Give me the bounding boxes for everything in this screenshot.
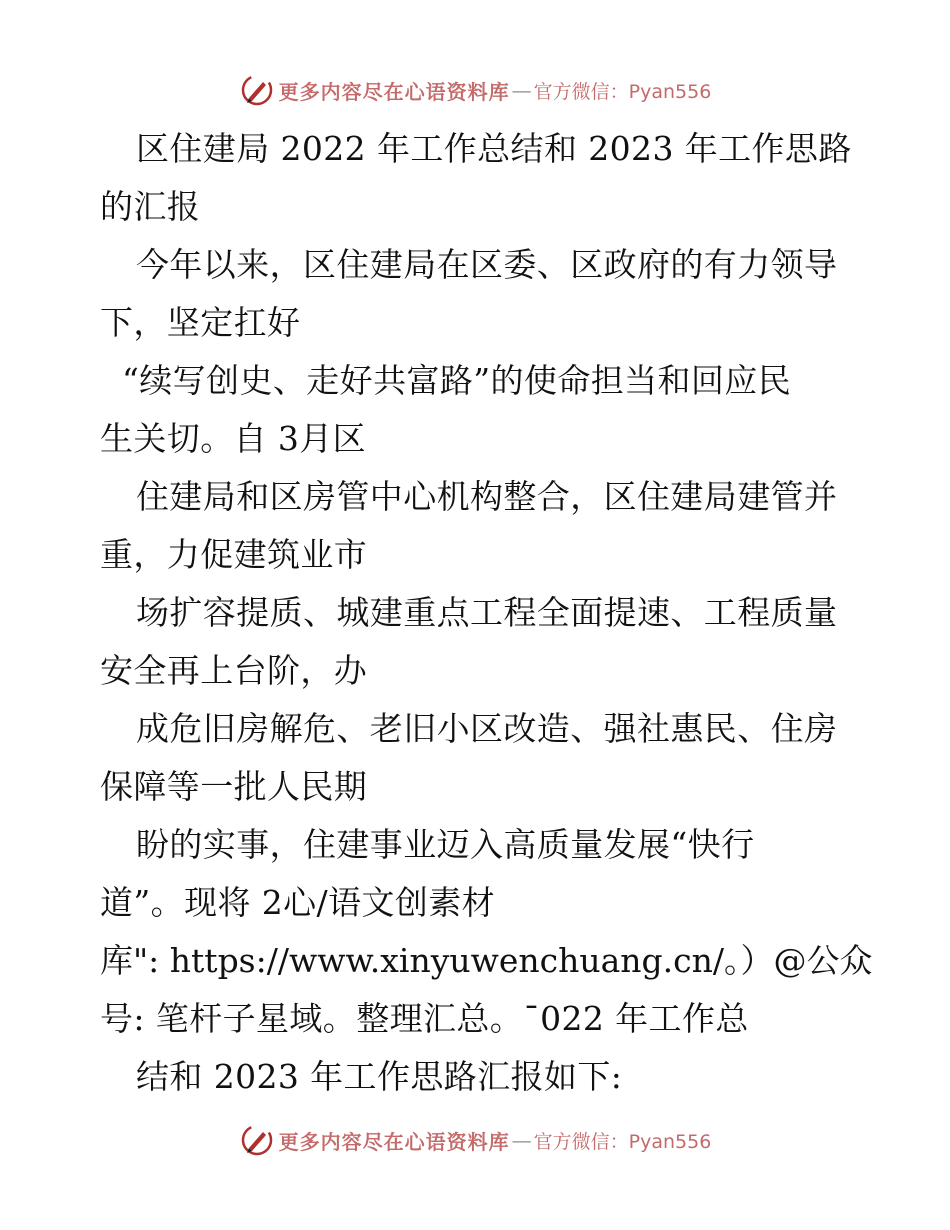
- document-body: [100, 120, 873, 1106]
- pen-swirl-logo-icon: [239, 1122, 275, 1158]
- header-banner: [0, 68, 950, 112]
- paragraph-line: “续写创史、走好共富路”的使命担当和回应民: [122, 361, 792, 400]
- paragraph-line: 库": https://www.xinyuwenchuang.cn/。）@公众: [100, 941, 873, 980]
- paragraph-line: 今年以来，区住建局在区委、区政府的有力领导: [136, 245, 838, 284]
- banner-main-text: 更多内容尽在心语资料库: [278, 79, 510, 104]
- banner-wechat-note: 官方微信：Pyan556: [533, 1130, 712, 1153]
- paragraph-line: 结和 2023 年工作思路汇报如下:: [136, 1057, 623, 1096]
- paragraph-line: 场扩容提质、城建重点工程全面提速、工程质量: [136, 593, 838, 632]
- banner-separator: —: [511, 78, 532, 102]
- paragraph-line: 住建局和区房管中心机构整合，区住建局建管并: [136, 477, 838, 516]
- banner-separator: —: [511, 1128, 532, 1152]
- paragraph-line: 成危旧房解危、老旧小区改造、强社惠民、住房: [136, 709, 838, 748]
- paragraph-line: 保障等一批人民期: [100, 767, 368, 806]
- paragraph-line: 下，坚定扛好: [100, 303, 301, 342]
- paragraph-line: 安全再上台阶，办: [100, 651, 368, 690]
- paragraph-line: 盼的实事，住建事业迈入高质量发展“快行: [136, 825, 755, 864]
- banner-wechat-note: 官方微信：Pyan556: [533, 80, 712, 103]
- banner-main-text: 更多内容尽在心语资料库: [278, 1129, 510, 1154]
- paragraph-line: 生关切。自 3月区: [100, 419, 367, 458]
- pen-swirl-logo-icon: [239, 72, 275, 108]
- paragraph-line: 道”。现将 2心/语文创素材: [100, 883, 496, 922]
- paragraph-line: 重，力促建筑业市: [100, 535, 368, 574]
- title-line-1: 区住建局 2022 年工作总结和 2023 年工作思路: [136, 129, 852, 168]
- title-line-2: 的汇报: [100, 187, 201, 226]
- footer-banner: [0, 1118, 950, 1162]
- paragraph-line: 号: 笔杆子星域。整理汇总。¯022 年工作总: [100, 999, 749, 1038]
